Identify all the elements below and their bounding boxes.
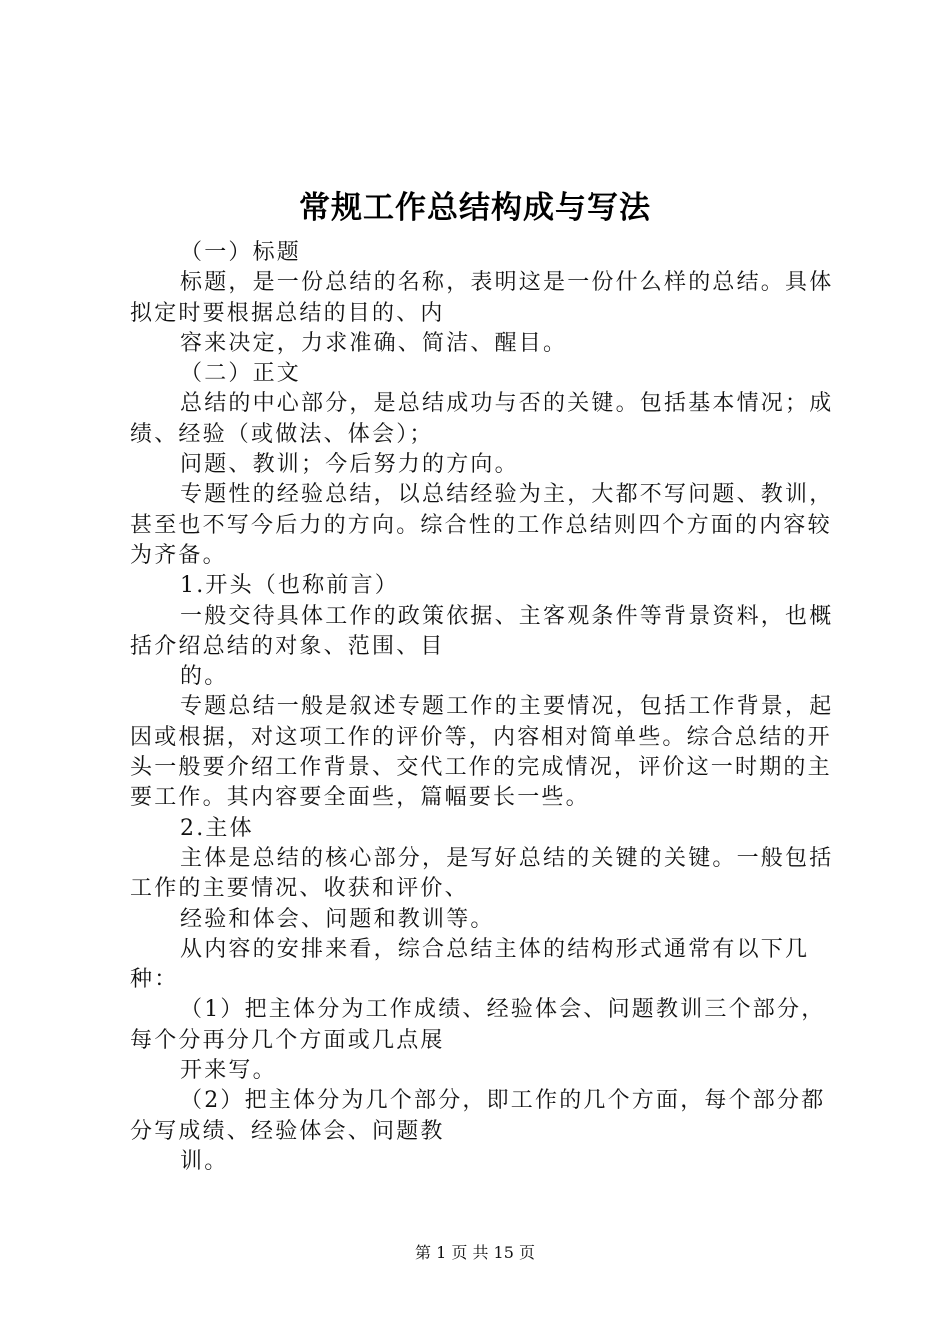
paragraph: 从内容的安排来看，综合总结主体的结构形式通常有以下几种： bbox=[130, 936, 810, 993]
paragraph: 经验和体会、问题和教训等。 bbox=[180, 906, 495, 932]
document-title: 常规工作总结构成与写法 bbox=[299, 190, 651, 226]
paragraph: 问题、教训；今后努力的方向。 bbox=[180, 452, 519, 478]
paragraph: （一）标题 bbox=[180, 240, 302, 265]
paragraph: 总结的中心部分，是总结成功与否的关键。包括基本情况；成绩、经验（或做法、体会）； bbox=[130, 391, 834, 447]
paragraph: 一般交待具体工作的政策依据、主客观条件等背景资料，也概括介绍总结的对象、范围、目 bbox=[130, 603, 834, 659]
paragraph: 开来写。 bbox=[180, 1058, 277, 1084]
paragraph: 容来决定，力求准确、简洁、醒目。 bbox=[180, 330, 568, 356]
paragraph: 2.主体 bbox=[180, 815, 254, 841]
paragraph: 训。 bbox=[180, 1148, 229, 1174]
paragraph: 专题性的经验总结，以总结经验为主，大都不写问题、教训，甚至也不写今后力的方向。综合性的工作总结则四个方面的内容较为齐备。 bbox=[130, 482, 834, 568]
page-number-footer: 第 1 页 共 15 页 bbox=[415, 1243, 535, 1262]
paragraph: 标题，是一份总结的名称，表明这是一份什么样的总结。具体拟定时要根据总结的目的、内 bbox=[130, 270, 834, 326]
paragraph: （1）把主体分为工作成绩、经验体会、问题教训三个部分，每个分再分几个方面或几点展 bbox=[130, 997, 826, 1053]
paragraph: （2）把主体分为几个部分，即工作的几个方面，每个部分都分写成绩、经验体会、问题教 bbox=[130, 1088, 826, 1144]
document-body bbox=[130, 238, 835, 1177]
paragraph: 主体是总结的核心部分，是写好总结的关键的关键。一般包括工作的主要情况、收获和评价、 bbox=[130, 845, 834, 902]
paragraph: 的。 bbox=[180, 664, 229, 690]
paragraph: 专题总结一般是叙述专题工作的主要情况，包括工作背景，起因或根据，对这项工作的评价等，内容相对简单些。综合总结的开头一般要介绍工作背景、交代工作的完成情况，评价这一时期的主要工作。其内容要全面些，篇幅要长一些。 bbox=[130, 694, 834, 811]
paragraph: （二）正文 bbox=[180, 361, 302, 387]
paragraph: 1.开头（也称前言） bbox=[180, 573, 399, 599]
